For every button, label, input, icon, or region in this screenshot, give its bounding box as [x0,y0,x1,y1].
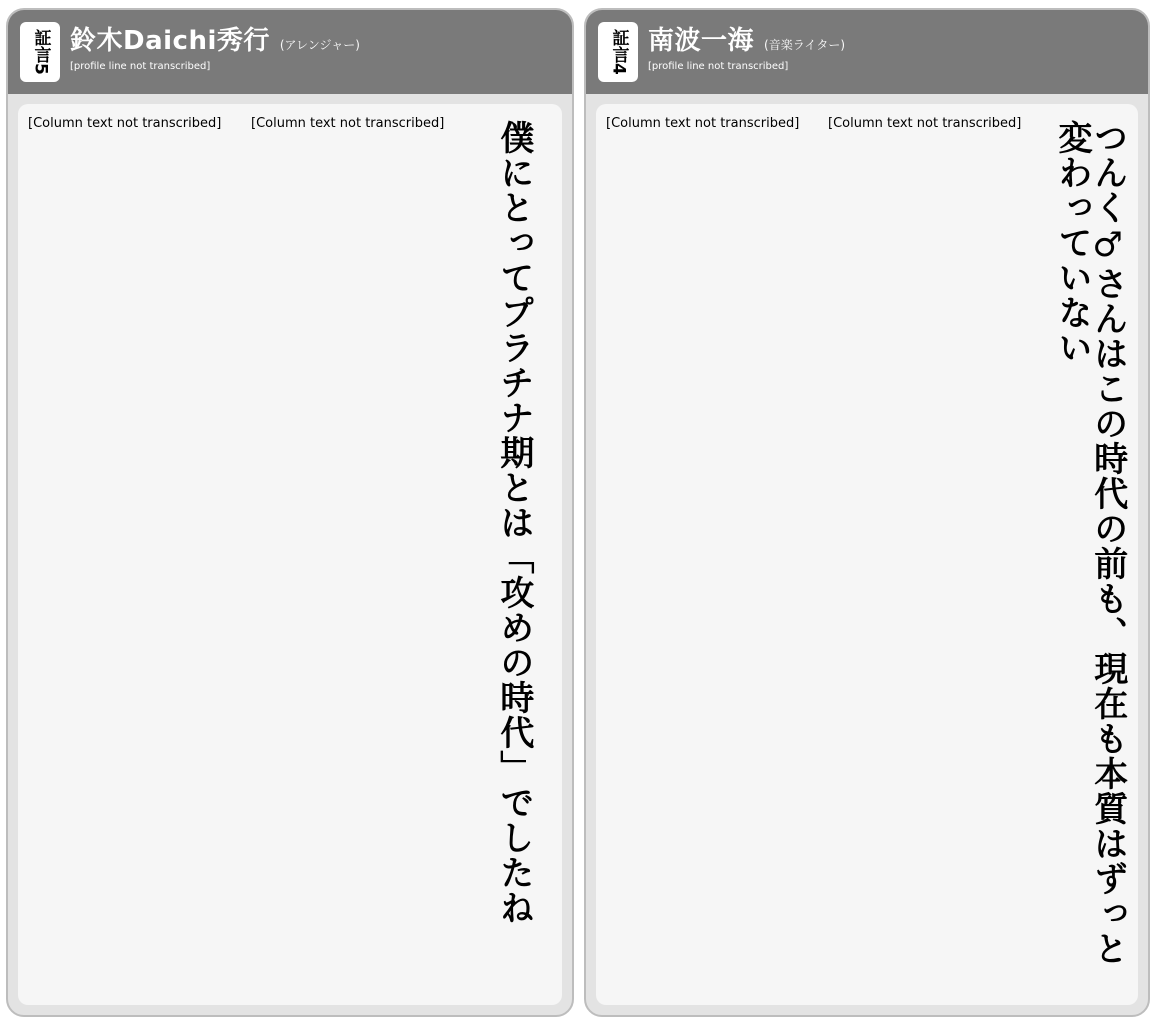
left-person-name: 鈴木Daichi秀行 [70,26,270,56]
left-column-1: [Column text not transcribed] [28,116,222,131]
left-name-row [70,20,562,54]
left-title-column [474,114,552,995]
right-person-name: 南波一海 [648,26,755,56]
left-person-role: (アレンジャー) [279,38,360,52]
left-profile: [profile line not transcribed] [70,61,211,72]
right-header [586,10,1148,94]
right-testimony-badge: 証言4 [598,22,638,82]
right-body [596,104,1138,1005]
right-name-row [648,20,1138,54]
left-article-page [6,8,574,1017]
right-profile: [profile line not transcribed] [648,61,789,72]
left-testimony-badge: 証言5 [20,22,60,82]
right-person-role: (音楽ライター) [764,38,846,52]
left-header [8,10,572,94]
right-column-1: [Column text not transcribed] [606,116,800,131]
left-column-2: [Column text not transcribed] [251,116,445,131]
right-title-column [1050,114,1128,995]
left-headline: 僕にとってプラチナ期とは「攻めの時代」でしたね [493,120,534,925]
right-article-page [584,8,1150,1017]
left-body [18,104,562,1005]
right-column-2: [Column text not transcribed] [828,116,1022,131]
right-headline: つんく♂さんはこの時代の前も、現在も本質はずっと変わっていない [1052,120,1128,966]
